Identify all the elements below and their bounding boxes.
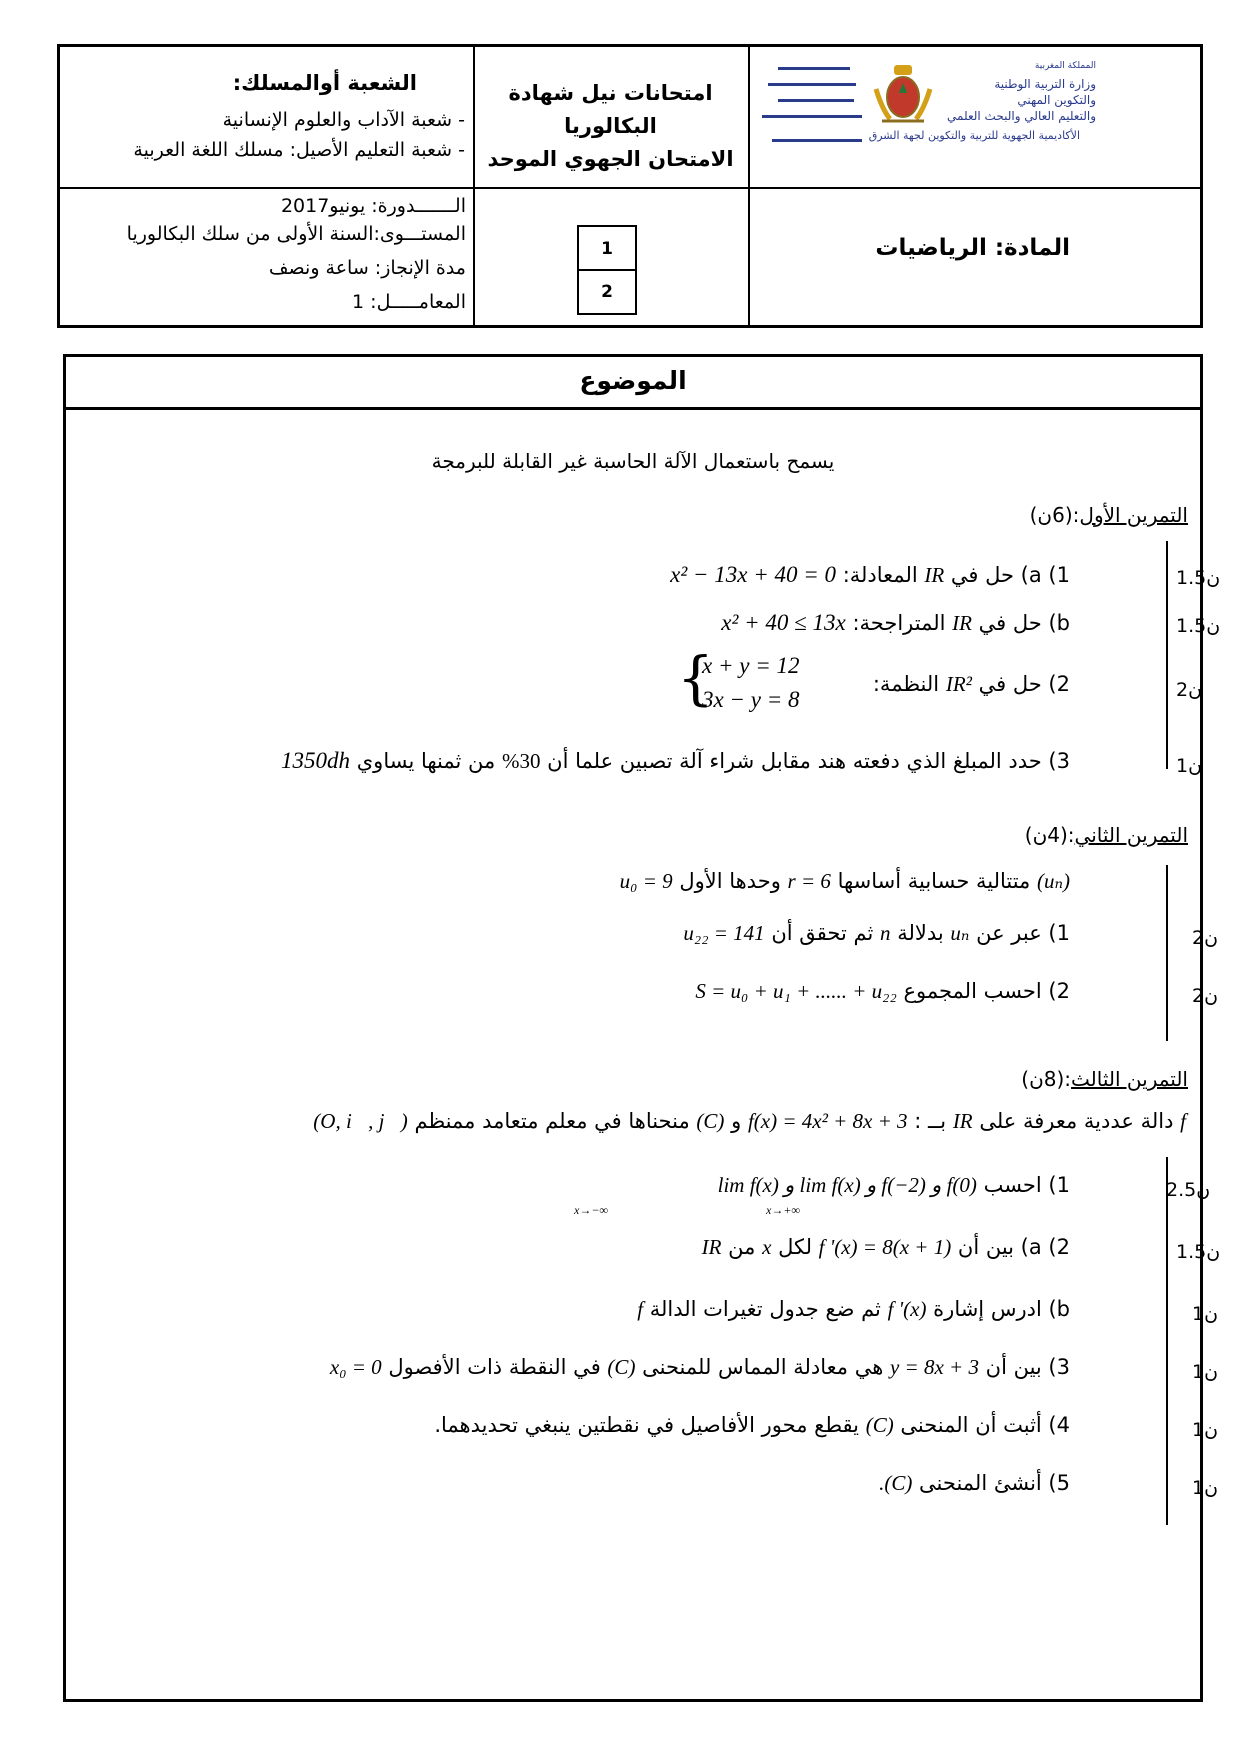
ex2-marks-line — [1166, 865, 1168, 1041]
ex3-marks-line — [1166, 1157, 1168, 1525]
ex2-common-difference: r = 6 — [787, 869, 831, 893]
ex1-q1a-set: IR — [924, 563, 945, 587]
ex1-q3 — [281, 748, 1070, 774]
header-divider — [748, 47, 750, 325]
ex2-q1-text-3: ثم تحقق أن — [771, 921, 874, 945]
ex2-q1-un: uₙ — [950, 921, 970, 945]
ex3-q4-text: 4) أثبت أن المنحنى — [900, 1413, 1070, 1437]
ex3-q2b-mark: 1ن — [1192, 1303, 1219, 1325]
ex3-q1-expression: f(0) و f(−2) و lim f(x) و lim f(x) — [717, 1173, 977, 1197]
ex1-q3-text: 3) حدد المبلغ الذي دفعته هند مقابل شراء آلة تصبين علما أن — [547, 749, 1070, 773]
ex1-q1b-text: المتراجحة: — [852, 611, 946, 635]
ex3-q3 — [330, 1355, 1070, 1380]
ex3-intro-text-2: بــ : — [914, 1109, 947, 1133]
ex1-q2-label: 2) حل في — [978, 672, 1070, 696]
logo-text-1: المملكة المغربية — [1034, 61, 1096, 71]
ex3-intro — [313, 1109, 1186, 1134]
subject-label: المادة: الرياضيات — [875, 235, 1070, 261]
ex1-q1a-equation: x² − 13x + 40 = 0 — [670, 562, 836, 587]
ex1-q3-mark: 1ن — [1176, 755, 1203, 777]
ex2-q2 — [695, 979, 1070, 1004]
duration-line: مدة الإنجاز: ساعة ونصف — [268, 257, 466, 279]
ex1-q1b-set: IR — [952, 611, 972, 635]
ex1-q1b-inequality: x² + 40 ≤ 13x — [721, 610, 846, 635]
ex2-intro-text-1: متتالية حسابية أساسها — [837, 869, 1031, 893]
ex3-frame: (O, i⃗, j⃗) — [313, 1109, 408, 1133]
ex3-q2a — [702, 1235, 1070, 1260]
ex3-points: :(8ن) — [1021, 1067, 1072, 1091]
subject-heading: الموضوع — [579, 366, 687, 395]
ex3-q1-mark: 2.5ن — [1166, 1179, 1211, 1201]
ex3-q3-x0: x₀ = 0 — [329, 1355, 382, 1379]
ex3-q2a-text: 2) a) بين أن — [957, 1235, 1070, 1259]
ex3-q3-tangent: y = 8x + 3 — [889, 1355, 979, 1379]
ex2-points: :(4ن) — [1024, 823, 1075, 847]
ex3-q2a-derivative: f '(x) = 8(x + 1) — [818, 1235, 952, 1259]
ex1-q2 — [873, 672, 1070, 697]
ex3-q2b — [637, 1297, 1070, 1322]
ex1-q2-equation-1: x + y = 12 — [702, 653, 800, 678]
ex3-q2a-mark: 1.5ن — [1176, 1241, 1221, 1263]
exam-title-1: امتحانات نيل شهادة — [508, 81, 713, 105]
ex2-intro-text-2: وحدها الأول — [679, 869, 781, 893]
ex2-intro — [620, 869, 1070, 894]
ex3-title — [1021, 1067, 1188, 1091]
exam-title-3: الامتحان الجهوي الموحد — [487, 147, 734, 171]
ex1-title — [1030, 503, 1188, 527]
ex3-q2b-derivative: f '(x) — [887, 1297, 927, 1321]
ex3-q1-limit-minus-inf: x→−∞ — [574, 1203, 608, 1217]
ex1-q1b — [721, 610, 1070, 636]
session-line: الـــــــدورة: يونيو2017 — [280, 195, 466, 217]
logo-text-4: والتعليم العالي والبحث العلمي — [947, 109, 1096, 123]
ex3-q2a-set: IR — [701, 1235, 722, 1259]
logo-text-3: والتكوين المهني — [1017, 93, 1096, 107]
stream-line-1: - شعبة الآداب والعلوم الإنسانية — [222, 109, 465, 131]
ex3-q1-text: 1) احسب — [983, 1173, 1070, 1197]
ex1-q1b-label: b) حل في — [978, 611, 1070, 635]
ex1-q3-text-2: من ثمنها يساوي — [356, 749, 496, 773]
royal-emblem-icon — [868, 59, 938, 129]
ex2-title — [1025, 823, 1188, 847]
ex3-q5-curve: (C). — [879, 1471, 913, 1495]
subject-bar — [66, 357, 1200, 410]
ex3-intro-text-4: منحناها في معلم متعامد ممنظم — [414, 1109, 690, 1133]
ex3-intro-text-1: دالة عددية معرفة على — [979, 1109, 1174, 1133]
ex3-q5 — [879, 1471, 1070, 1496]
ex2-q1-mark: 2ن — [1192, 927, 1219, 949]
ex2-q1-text-2: بدلالة — [897, 921, 944, 945]
ex3-q2b-f: f — [637, 1297, 644, 1321]
level-line: المستـــوى:السنة الأولى من سلك البكالوريا — [126, 223, 466, 245]
coefficient-line: المعامـــــل: 1 — [352, 291, 466, 313]
ex2-q1 — [683, 921, 1070, 946]
ex1-q1a — [670, 562, 1070, 588]
system-brace: { — [677, 644, 714, 712]
ex1-points: :(6ن) — [1029, 503, 1080, 527]
ex2-first-term: u₀ = 9 — [619, 869, 673, 893]
exam-header — [57, 44, 1203, 328]
ex3-q5-mark: 1ن — [1192, 1477, 1219, 1499]
ex3-q4-curve: (C) — [865, 1413, 894, 1437]
ex1-q1b-mark: 1.5ن — [1176, 615, 1221, 637]
ex3-q3-text: 3) بين أن — [985, 1355, 1070, 1379]
page-number-2: 2 — [601, 282, 613, 302]
ex3-q3-text-3: في النقطة ذات الأفصول — [388, 1355, 601, 1379]
ex3-q2b-text: b) ادرس إشارة — [933, 1297, 1070, 1321]
ex3-q1 — [718, 1173, 1070, 1198]
ex3-function-definition: f(x) = 4x² + 8x + 3 — [747, 1109, 908, 1133]
ex2-sequence: (uₙ) — [1036, 869, 1070, 893]
exam-title-2: البكالوريا — [564, 114, 657, 138]
ex2-q1-equation: u₂₂ = 141 — [683, 921, 765, 945]
ex2-q1-text: 1) عبر عن — [976, 921, 1070, 945]
stream-line-2: - شعبة التعليم الأصيل: مسلك اللغة العربية — [133, 139, 465, 161]
ex1-q1a-mark: 1.5ن — [1176, 567, 1221, 589]
tifinagh-text-icon — [758, 57, 868, 167]
ex2-q2-mark: 2ن — [1192, 985, 1219, 1007]
ex3-q4 — [434, 1413, 1070, 1438]
stream-title: الشعبة أوالمسلك: — [232, 71, 417, 95]
ex3-q2a-x: x — [762, 1235, 772, 1259]
ex3-intro-curve: (C) — [696, 1109, 725, 1133]
ex3-q3-mark: 1ن — [1192, 1361, 1219, 1383]
page-number-1: 1 — [579, 227, 635, 271]
ex3-q2b-text-2: ثم ضع جدول تغيرات الدالة — [649, 1297, 881, 1321]
ex1-q2-equation-2: 3x − y = 8 — [702, 687, 800, 712]
ex1-q1a-label: 1) a) حل في — [950, 563, 1070, 587]
ex3-q1-limit-plus-inf: x→+∞ — [766, 1203, 800, 1217]
ex3-q2a-text-2: لكل — [778, 1235, 812, 1259]
ex3-intro-f: f — [1180, 1109, 1186, 1133]
ex3-q4-text-2: يقطع محور الأفاصيل في نقطتين ينبغي تحديدهما. — [434, 1413, 860, 1437]
ex1-q3-percent: 30% — [501, 749, 541, 773]
exam-body — [63, 354, 1221, 1702]
logo-text-2: وزارة التربية الوطنية — [994, 77, 1096, 91]
ex1-q2-text: النظمة: — [872, 672, 940, 696]
ex1-q2-set: IR² — [945, 672, 972, 696]
tifinagh-text-logo — [758, 57, 868, 167]
ex3-q2a-text-3: من — [728, 1235, 756, 1259]
ex3-q3-text-2: هي معادلة المماس للمنحنى — [642, 1355, 884, 1379]
ex1-marks-line — [1166, 541, 1168, 769]
ex2-q1-n: n — [880, 921, 891, 945]
ex1-q3-amount: 1350dh — [281, 748, 351, 773]
ex3-title-text: التمرين الثالث — [1071, 1067, 1188, 1091]
ex2-q2-sum: S = u₀ + u₁ + ...... + u₂₂ — [695, 979, 897, 1003]
logo-text-5: الأكاديمية الجهوية للتربية والتكوين لجهة الشرق — [868, 129, 1080, 142]
ex3-q5-text: 5) أنشئ المنحنى — [919, 1471, 1070, 1495]
ex3-q4-mark: 1ن — [1192, 1419, 1219, 1441]
ex3-intro-set: IR — [952, 1109, 973, 1133]
header-divider — [60, 187, 1200, 189]
ex2-title-text: التمرين الثاني — [1074, 823, 1188, 847]
ex1-q1a-text: المعادلة: — [842, 563, 918, 587]
ex2-q2-text: 2) احسب المجموع — [903, 979, 1070, 1003]
ex1-q2-mark: 2ن — [1176, 679, 1203, 701]
calculator-note: يسمح باستعمال الآلة الحاسبة غير القابلة للبرمجة — [431, 449, 835, 473]
ex3-intro-text-3: و — [731, 1109, 742, 1133]
page-number-box — [577, 225, 637, 315]
ex1-title-text: التمرين الأول — [1079, 503, 1188, 527]
ex3-q3-curve: (C) — [607, 1355, 636, 1379]
